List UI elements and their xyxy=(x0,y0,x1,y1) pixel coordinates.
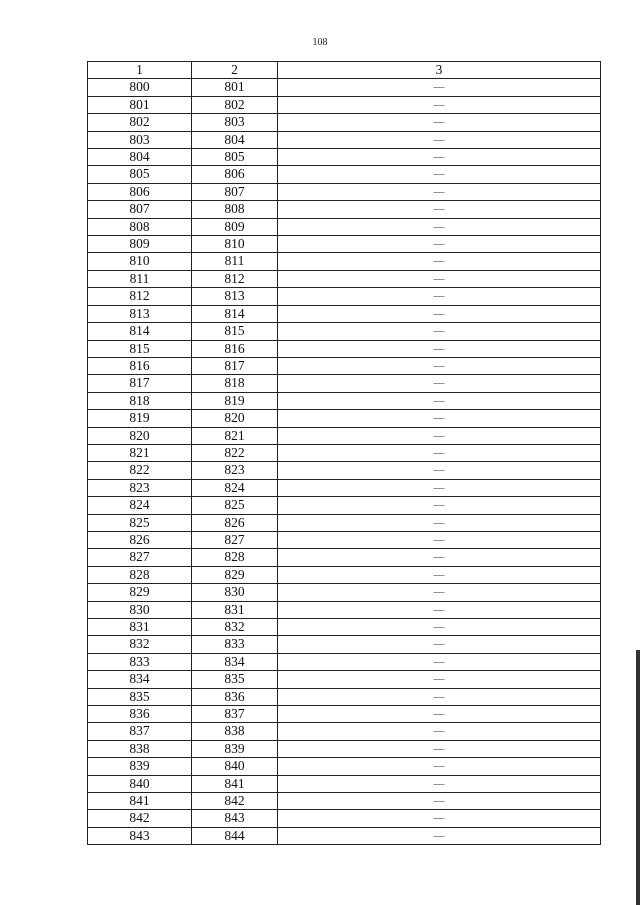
table-cell-dash: — xyxy=(278,497,601,514)
table-row xyxy=(88,305,601,322)
table-row xyxy=(88,131,601,148)
table-cell-number: 826 xyxy=(192,514,278,531)
table-cell-number: 800 xyxy=(88,79,192,96)
table-row xyxy=(88,688,601,705)
table-cell-dash: — xyxy=(278,340,601,357)
table-cell-number: 806 xyxy=(88,183,192,200)
table-cell-dash: — xyxy=(278,566,601,583)
data-table xyxy=(87,61,601,845)
table-cell-number: 825 xyxy=(192,497,278,514)
table-cell-number: 812 xyxy=(88,288,192,305)
table-cell-number: 827 xyxy=(192,531,278,548)
table-cell-number: 835 xyxy=(192,671,278,688)
table-cell-number: 815 xyxy=(192,323,278,340)
table-cell-dash: — xyxy=(278,740,601,757)
table-row xyxy=(88,79,601,96)
table-cell-number: 822 xyxy=(192,444,278,461)
table-cell-dash: — xyxy=(278,323,601,340)
table-cell-number: 808 xyxy=(192,201,278,218)
table-cell-dash: — xyxy=(278,619,601,636)
table-row xyxy=(88,827,601,844)
table-cell-number: 809 xyxy=(88,236,192,253)
table-cell-number: 820 xyxy=(88,427,192,444)
table-cell-dash: — xyxy=(278,444,601,461)
table-cell-dash: — xyxy=(278,201,601,218)
table-row xyxy=(88,357,601,374)
table-row xyxy=(88,427,601,444)
table-row xyxy=(88,201,601,218)
table-cell-number: 834 xyxy=(88,671,192,688)
table-cell-number: 831 xyxy=(88,619,192,636)
table-cell-dash: — xyxy=(278,514,601,531)
table-cell-number: 839 xyxy=(88,758,192,775)
table-row xyxy=(88,96,601,113)
table-cell-number: 811 xyxy=(192,253,278,270)
table-cell-number: 837 xyxy=(192,706,278,723)
table-row xyxy=(88,497,601,514)
table-cell-dash: — xyxy=(278,270,601,287)
scan-edge-shadow xyxy=(636,650,640,905)
table-cell-number: 801 xyxy=(88,96,192,113)
table-cell-number: 824 xyxy=(192,479,278,496)
table-cell-dash: — xyxy=(278,688,601,705)
table-body xyxy=(88,79,601,845)
table-cell-dash: — xyxy=(278,357,601,374)
table-row xyxy=(88,236,601,253)
table-row xyxy=(88,149,601,166)
table-cell-dash: — xyxy=(278,392,601,409)
table-cell-number: 816 xyxy=(88,357,192,374)
table-row xyxy=(88,793,601,810)
table-cell-number: 833 xyxy=(192,636,278,653)
table-cell-number: 826 xyxy=(88,531,192,548)
table-cell-number: 824 xyxy=(88,497,192,514)
table-cell-number: 802 xyxy=(88,114,192,131)
table-row xyxy=(88,531,601,548)
table-cell-number: 840 xyxy=(192,758,278,775)
table-cell-dash: — xyxy=(278,793,601,810)
table-cell-dash: — xyxy=(278,479,601,496)
table-cell-number: 804 xyxy=(88,149,192,166)
table-cell-number: 817 xyxy=(192,357,278,374)
table-cell-number: 829 xyxy=(88,584,192,601)
table-cell-number: 808 xyxy=(88,218,192,235)
table-cell-number: 820 xyxy=(192,410,278,427)
table-cell-number: 843 xyxy=(88,827,192,844)
table-cell-dash: — xyxy=(278,288,601,305)
table-row xyxy=(88,653,601,670)
table-cell-dash: — xyxy=(278,183,601,200)
table-cell-number: 828 xyxy=(192,549,278,566)
table-cell-dash: — xyxy=(278,114,601,131)
column-header-2: 2 xyxy=(192,62,278,79)
column-header-1: 1 xyxy=(88,62,192,79)
table-row xyxy=(88,183,601,200)
table-cell-dash: — xyxy=(278,375,601,392)
table-cell-dash: — xyxy=(278,149,601,166)
table-cell-dash: — xyxy=(278,810,601,827)
table-row xyxy=(88,671,601,688)
table-cell-dash: — xyxy=(278,253,601,270)
table-row xyxy=(88,323,601,340)
table-cell-dash: — xyxy=(278,79,601,96)
column-header-3: 3 xyxy=(278,62,601,79)
table-cell-number: 835 xyxy=(88,688,192,705)
table-row xyxy=(88,270,601,287)
table-cell-number: 832 xyxy=(192,619,278,636)
table-cell-number: 818 xyxy=(88,392,192,409)
table-cell-dash: — xyxy=(278,131,601,148)
table-row xyxy=(88,758,601,775)
table-cell-dash: — xyxy=(278,410,601,427)
table-cell-number: 810 xyxy=(192,236,278,253)
table-row xyxy=(88,810,601,827)
table-cell-number: 841 xyxy=(192,775,278,792)
table-cell-number: 807 xyxy=(192,183,278,200)
table-cell-number: 813 xyxy=(88,305,192,322)
table-cell-number: 830 xyxy=(192,584,278,601)
table-row xyxy=(88,392,601,409)
table-cell-number: 828 xyxy=(88,566,192,583)
table-row xyxy=(88,723,601,740)
table-cell-number: 817 xyxy=(88,375,192,392)
table-cell-number: 812 xyxy=(192,270,278,287)
table-row xyxy=(88,166,601,183)
table-row xyxy=(88,775,601,792)
table-cell-number: 807 xyxy=(88,201,192,218)
table-row xyxy=(88,218,601,235)
table-cell-number: 839 xyxy=(192,740,278,757)
table-cell-number: 832 xyxy=(88,636,192,653)
page-number: 108 xyxy=(312,37,328,48)
table-cell-number: 842 xyxy=(88,810,192,827)
table-cell-number: 836 xyxy=(88,706,192,723)
table-cell-dash: — xyxy=(278,584,601,601)
table-cell-number: 806 xyxy=(192,166,278,183)
table-cell-number: 815 xyxy=(88,340,192,357)
table-cell-dash: — xyxy=(278,218,601,235)
table-cell-number: 825 xyxy=(88,514,192,531)
table-cell-dash: — xyxy=(278,427,601,444)
table-header-row xyxy=(88,62,601,79)
table-cell-dash: — xyxy=(278,166,601,183)
table-cell-number: 821 xyxy=(192,427,278,444)
table-cell-dash: — xyxy=(278,827,601,844)
table-cell-dash: — xyxy=(278,549,601,566)
table-cell-number: 813 xyxy=(192,288,278,305)
table-cell-number: 827 xyxy=(88,549,192,566)
table-cell-number: 805 xyxy=(192,149,278,166)
table-row xyxy=(88,288,601,305)
table-cell-dash: — xyxy=(278,462,601,479)
table-cell-number: 841 xyxy=(88,793,192,810)
table-cell-number: 830 xyxy=(88,601,192,618)
table-cell-number: 821 xyxy=(88,444,192,461)
table-cell-number: 818 xyxy=(192,375,278,392)
table-row xyxy=(88,114,601,131)
table-row xyxy=(88,479,601,496)
table-row xyxy=(88,636,601,653)
table-cell-number: 810 xyxy=(88,253,192,270)
table-cell-number: 804 xyxy=(192,131,278,148)
table-cell-number: 823 xyxy=(88,479,192,496)
table-cell-number: 840 xyxy=(88,775,192,792)
table-cell-number: 836 xyxy=(192,688,278,705)
table-row xyxy=(88,549,601,566)
table-cell-number: 838 xyxy=(192,723,278,740)
table-cell-number: 803 xyxy=(192,114,278,131)
table-row xyxy=(88,410,601,427)
table-cell-number: 823 xyxy=(192,462,278,479)
table-cell-dash: — xyxy=(278,758,601,775)
table-cell-number: 829 xyxy=(192,566,278,583)
table-row xyxy=(88,619,601,636)
table-cell-number: 831 xyxy=(192,601,278,618)
table-row xyxy=(88,444,601,461)
table-row xyxy=(88,462,601,479)
table-row xyxy=(88,740,601,757)
table-cell-number: 802 xyxy=(192,96,278,113)
table-cell-number: 809 xyxy=(192,218,278,235)
table-cell-number: 837 xyxy=(88,723,192,740)
table-cell-dash: — xyxy=(278,775,601,792)
table-cell-number: 844 xyxy=(192,827,278,844)
table-row xyxy=(88,375,601,392)
table-cell-number: 822 xyxy=(88,462,192,479)
table-cell-number: 814 xyxy=(88,323,192,340)
table-cell-number: 803 xyxy=(88,131,192,148)
table-cell-dash: — xyxy=(278,305,601,322)
table-cell-number: 843 xyxy=(192,810,278,827)
table-cell-number: 814 xyxy=(192,305,278,322)
table-cell-dash: — xyxy=(278,706,601,723)
table-cell-number: 833 xyxy=(88,653,192,670)
table-cell-dash: — xyxy=(278,671,601,688)
table-row xyxy=(88,706,601,723)
table-cell-number: 842 xyxy=(192,793,278,810)
table-row xyxy=(88,584,601,601)
table-row xyxy=(88,514,601,531)
table-cell-dash: — xyxy=(278,723,601,740)
table-cell-dash: — xyxy=(278,636,601,653)
table-cell-number: 811 xyxy=(88,270,192,287)
table-cell-number: 801 xyxy=(192,79,278,96)
table-cell-dash: — xyxy=(278,531,601,548)
table-cell-dash: — xyxy=(278,236,601,253)
table-row xyxy=(88,340,601,357)
table-cell-number: 816 xyxy=(192,340,278,357)
table-cell-number: 805 xyxy=(88,166,192,183)
table-cell-number: 819 xyxy=(192,392,278,409)
table-cell-number: 834 xyxy=(192,653,278,670)
table-cell-number: 819 xyxy=(88,410,192,427)
table-row xyxy=(88,253,601,270)
table-row xyxy=(88,601,601,618)
table-cell-dash: — xyxy=(278,96,601,113)
table-cell-number: 838 xyxy=(88,740,192,757)
table-row xyxy=(88,566,601,583)
table-cell-dash: — xyxy=(278,653,601,670)
table-cell-dash: — xyxy=(278,601,601,618)
